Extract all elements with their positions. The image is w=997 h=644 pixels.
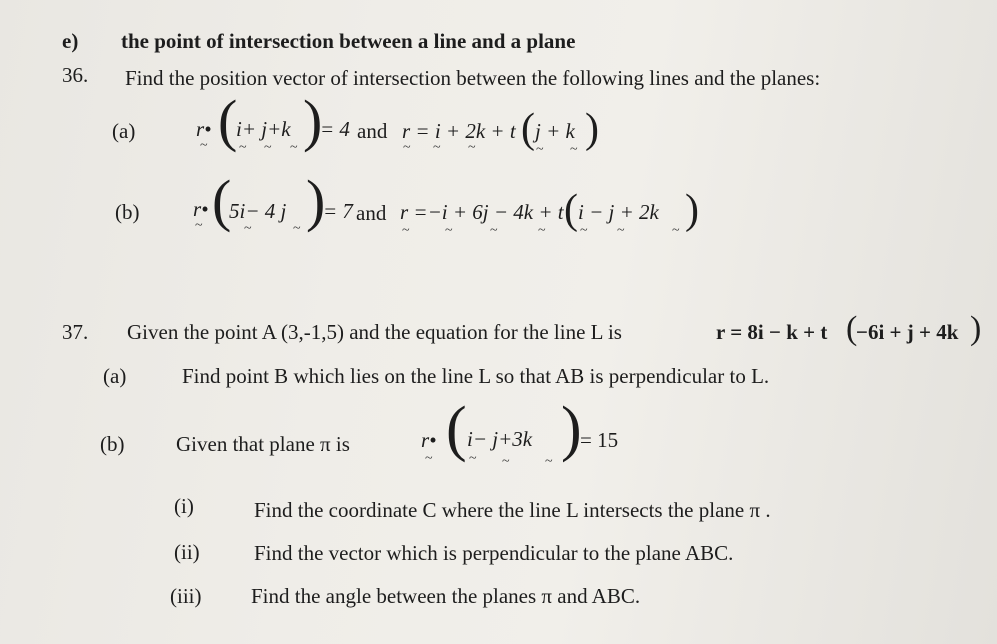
tilde-mark: ~ [490, 223, 498, 238]
close-paren-icon: ) [585, 106, 599, 152]
line-36a: r = i + 2k + t [402, 119, 516, 143]
question-37-prompt: Given the point A (3,-1,5) and the equation for the line L is [127, 320, 622, 344]
question-37bi-label: (i) [174, 494, 194, 518]
tilde-mark: ~ [402, 223, 410, 238]
plane-36b-normal: 5i− 4 j [229, 199, 287, 223]
line-L-direction: −6i + j + 4k [856, 320, 959, 344]
question-36-number: 36. [62, 63, 89, 87]
tilde-mark: ~ [536, 142, 544, 157]
question-37biii-label: (iii) [170, 584, 202, 608]
tilde-mark: ~ [290, 140, 298, 155]
tilde-mark: ~ [545, 454, 553, 469]
open-paren-icon: ( [218, 88, 238, 153]
plane-36b-rhs: = 7 [323, 199, 353, 223]
tilde-mark: ~ [445, 223, 453, 238]
section-title: the point of intersection between a line and a plane [121, 29, 576, 53]
tilde-mark: ~ [580, 223, 588, 238]
tilde-mark: ~ [239, 140, 247, 155]
plane-36a-normal: i+ j+k [236, 117, 291, 141]
tilde-mark: ~ [672, 223, 680, 238]
question-36b-label: (b) [115, 200, 140, 224]
tilde-mark: ~ [293, 221, 301, 236]
plane-36a-r: r• [196, 117, 212, 141]
open-paren-icon: ( [521, 106, 535, 152]
question-37-number: 37. [62, 320, 89, 344]
question-37a-text: Find point B which lies on the line L so that AB is perpendicular to L. [182, 364, 770, 388]
open-paren-icon: ( [846, 310, 858, 347]
and-word: and [356, 201, 387, 225]
plane-pi-rhs: = 15 [580, 428, 619, 452]
tilde-mark: ~ [538, 223, 546, 238]
close-paren-icon: ) [685, 187, 699, 233]
question-36-prompt: Find the position vector of intersection between the following lines and the planes: [125, 66, 821, 90]
close-paren-icon: ) [306, 168, 326, 233]
tilde-mark: ~ [403, 140, 411, 155]
tilde-mark: ~ [570, 142, 578, 157]
tilde-mark: ~ [425, 451, 433, 466]
tilde-mark: ~ [617, 223, 625, 238]
question-37bii-label: (ii) [174, 540, 200, 564]
question-36a-label: (a) [112, 119, 136, 143]
line-36a-direction: j + k [535, 119, 575, 143]
close-paren-icon: ) [561, 395, 582, 463]
tilde-mark: ~ [468, 140, 476, 155]
question-37a-label: (a) [103, 364, 127, 388]
plane-pi-r: r• [421, 428, 437, 452]
tilde-mark: ~ [200, 138, 208, 153]
line-36b: r =−i + 6j − 4k + t [400, 200, 564, 224]
section-label: e) [62, 29, 79, 53]
close-paren-icon: ) [970, 310, 982, 347]
plane-pi-normal: i− j+3k [467, 427, 533, 451]
question-37b-text: Given that plane π is [176, 432, 350, 456]
tilde-mark: ~ [433, 140, 441, 155]
line-36b-direction: i − j + 2k [578, 200, 659, 224]
tilde-mark: ~ [195, 218, 203, 233]
question-37biii-text: Find the angle between the planes π and ABC. [251, 584, 641, 608]
question-37b-label: (b) [100, 432, 125, 456]
close-paren-icon: ) [303, 88, 323, 153]
tilde-mark: ~ [264, 140, 272, 155]
plane-36b-r: r• [193, 197, 209, 221]
line-L-equation: r = 8i − k + t [716, 320, 828, 344]
question-37bii-text: Find the vector which is perpendicular to the plane ABC. [254, 541, 734, 565]
tilde-mark: ~ [244, 221, 252, 236]
plane-36a-rhs: = 4 [320, 117, 350, 141]
tilde-mark: ~ [469, 451, 477, 466]
and-word: and [357, 119, 388, 143]
open-paren-icon: ( [212, 168, 232, 233]
open-paren-icon: ( [564, 187, 578, 233]
question-37bi-text: Find the coordinate C where the line L intersects the plane π . [254, 498, 771, 522]
tilde-mark: ~ [502, 454, 510, 469]
open-paren-icon: ( [446, 395, 467, 463]
